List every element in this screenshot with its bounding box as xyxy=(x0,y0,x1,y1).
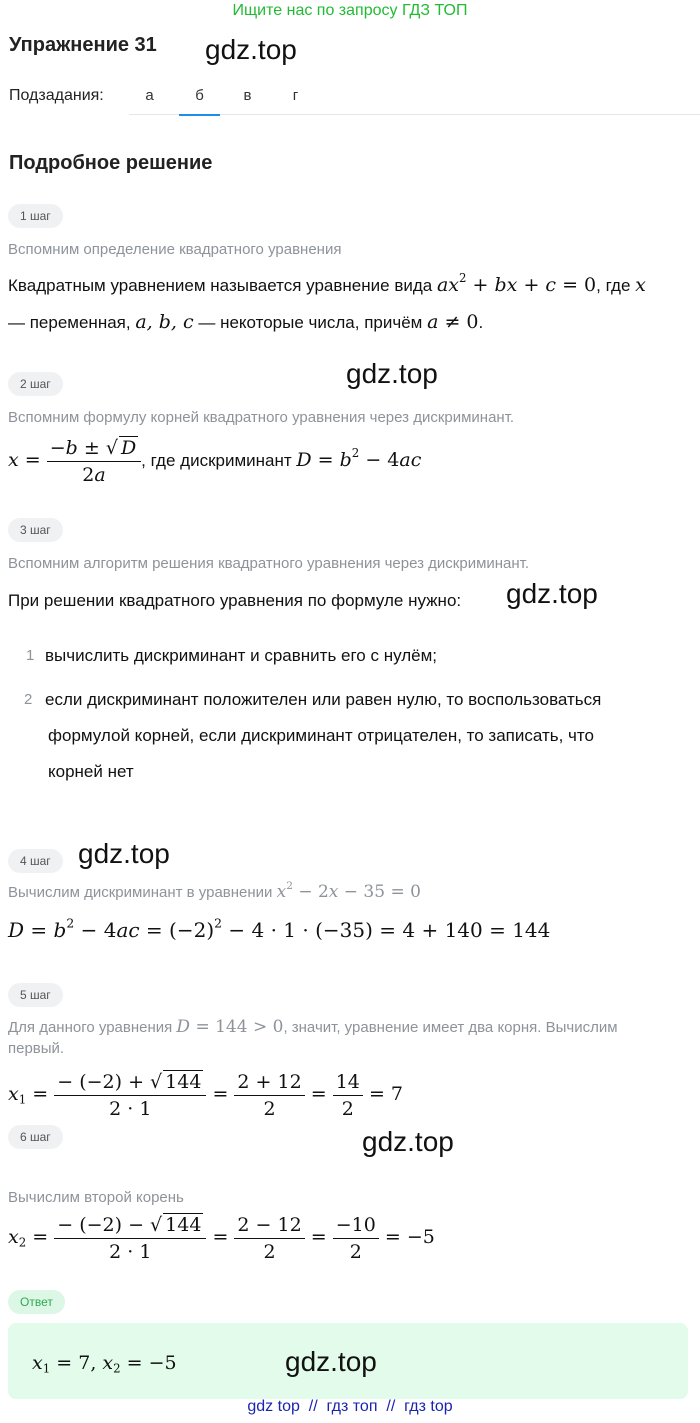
formula-a-nonzero: a ≠ 0 xyxy=(427,311,479,333)
list-item: вычислить дискриминант и сравнить его с нулём; xyxy=(45,646,438,665)
answer-formula: $x_1 = 7$, $x_2 = -5$ xyxy=(32,1352,177,1376)
subtasks-label: Подзадания: xyxy=(9,87,104,104)
tab-g[interactable]: г xyxy=(292,87,299,104)
formula-x2: $x_2$ = $\frac{- (-2) - √ 144}{2 \cdot 1}$ = $\frac{2 - 12}{2}$ = $\frac{-10}{2}$ = −5 xyxy=(8,1213,435,1263)
step-1-badge: 1 шаг xyxy=(8,204,63,228)
step-1-hint: Вспомним определение квадратного уравнения xyxy=(8,241,342,258)
page-title: Упражнение 31 xyxy=(9,34,157,56)
step-4-hint-text: Вычислим дискриминант в уравнении xyxy=(8,884,273,901)
step-3-hint: Вспомним алгоритм решения квадратного уравнения через дискриминант. xyxy=(8,555,530,572)
step-4-hint xyxy=(8,882,421,902)
step-5-hint-text: , значит, уравнение имеет два корня. Вычислим xyxy=(283,1019,618,1036)
step-3-badge: 3 шаг xyxy=(8,518,63,542)
formula-x1: $x_1$ = $\frac{- (-2) + √ 144}{2 \cdot 1}$ = $\frac{2 + 12}{2}$ = $\frac{14}{2}$ = 7 xyxy=(8,1070,403,1120)
step-6-hint: Вычислим второй корень xyxy=(8,1189,184,1206)
step-6-badge: 6 шаг xyxy=(8,1125,63,1149)
section-title: Подробное решение xyxy=(9,152,213,174)
formula-d-calc: $D = b^2 - 4ac = (-2)^2 - 4 \cdot 1 \cdot (-35) = 4 + 140 = 144$ xyxy=(8,915,551,942)
formula-quadratic: $ax^2$ + bx + c = 0 xyxy=(436,271,597,296)
step-1-line-1 xyxy=(8,271,646,296)
formula-coeffs: a, b, c xyxy=(135,311,194,333)
list-item-number: 2 xyxy=(24,691,33,708)
step-2-text: , где дискриминант xyxy=(141,451,297,470)
step-5-hint xyxy=(8,1017,618,1037)
tab-v[interactable]: в xyxy=(243,87,252,104)
step-1-text: Квадратным уравнением называется уравнение вида xyxy=(8,276,437,295)
watermark: gdz.top xyxy=(205,34,297,65)
list-item: формулой корней, если дискриминант отрицателен, то записать, что xyxy=(48,726,594,745)
step-3-intro: При решении квадратного уравнения по формуле нужно: xyxy=(8,591,462,610)
formula-d-positive: D = 144 > 0 xyxy=(176,1017,284,1037)
footer-links: gdz top // гдз топ // гдз top xyxy=(247,1398,453,1415)
formula-var: x xyxy=(635,274,646,296)
step-1-line-2 xyxy=(8,311,483,333)
list-item: корней нет xyxy=(48,762,134,781)
watermark: gdz.top xyxy=(78,838,170,869)
step-5-hint-cont: первый. xyxy=(8,1040,65,1057)
formula-roots: x = $\frac{-b \pm √ D}{2a}$ xyxy=(8,449,141,471)
formula-discriminant: $D = b^2 - 4ac$ xyxy=(296,446,422,471)
answer-badge: Ответ xyxy=(8,1290,65,1314)
tab-a[interactable]: а xyxy=(145,87,154,104)
watermark: gdz.top xyxy=(346,358,438,389)
watermark: gdz.top xyxy=(285,1346,377,1377)
list-item: если дискриминант положителен или равен нулю, то воспользоваться xyxy=(45,690,602,709)
list-item-number: 1 xyxy=(26,647,35,664)
watermark: gdz.top xyxy=(506,578,598,609)
tab-b[interactable]: б xyxy=(179,76,220,116)
search-banner: Ищите нас по запросу ГДЗ ТОП xyxy=(232,2,468,19)
step-5-hint-text: Для данного уравнения xyxy=(8,1019,177,1036)
step-1-text: — переменная, xyxy=(8,313,136,332)
step-1-text: . xyxy=(478,313,484,332)
step-2-badge: 2 шаг xyxy=(8,372,63,396)
step-2-hint: Вспомним формулу корней квадратного уравнения через дискриминант. xyxy=(8,409,515,426)
step-4-badge: 4 шаг xyxy=(8,849,63,873)
step-1-text: , где xyxy=(596,276,636,295)
formula-equation: $x^2 - 2x - 35 = 0$ xyxy=(276,880,421,902)
watermark: gdz.top xyxy=(362,1126,454,1157)
step-2-line xyxy=(8,436,421,486)
step-5-badge: 5 шаг xyxy=(8,983,63,1007)
step-1-text: — некоторые числа, причём xyxy=(193,313,428,332)
